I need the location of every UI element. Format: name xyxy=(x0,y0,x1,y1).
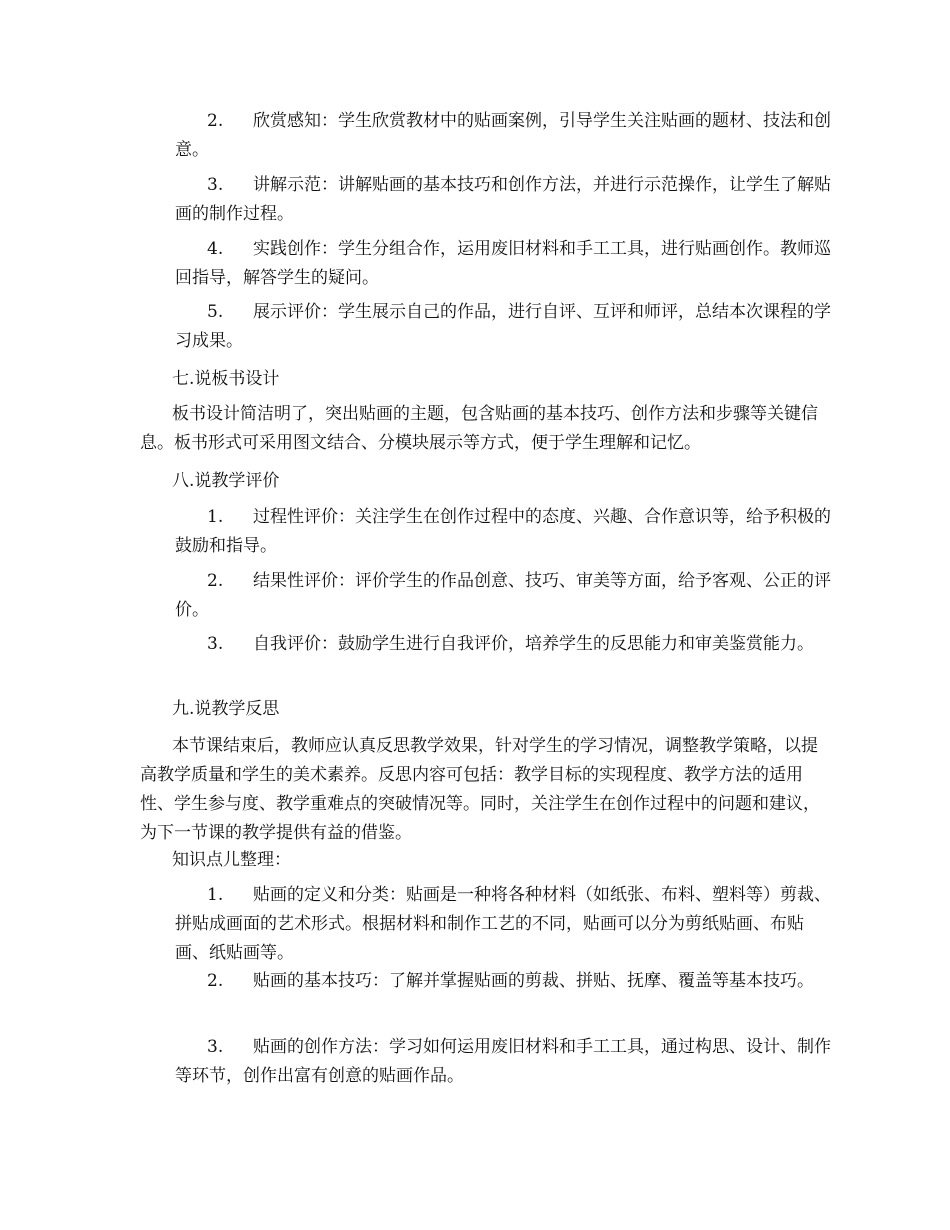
list-item: 1. 贴画的定义和分类：贴画是一种将各种材料（如纸张、布料、塑料等）剪裁、拼贴成画面的艺术形式。根据材料和制作工艺的不同，贴画可以分为剪纸贴画、布贴画、纸贴画等。 xyxy=(175,885,831,963)
section-heading-knowledge-points: 知识点儿整理： xyxy=(172,850,291,870)
paragraph-teaching-reflection: 本节课结束后，教师应认真反思教学效果，针对学生的学习情况，调整教学策略，以提高教学质量和学生的美术素养。反思内容可包括：教学目标的实现程度、教学方法的适用性、学生参与度、教学重难点的突破情况等。同时，关注学生在创作过程中的问题和建议，为下一节课的教学提供有益的借鉴。 xyxy=(140,736,820,843)
section-heading-teaching-reflection: 九.说教学反思 xyxy=(172,699,280,719)
list-item: 3. 自我评价：鼓励学生进行自我评价，培养学生的反思能力和审美鉴赏能力。 xyxy=(207,634,814,654)
list-item: 2. 结果性评价：评价学生的作品创意、技巧、审美等方面，给予客观、公正的评价。 xyxy=(175,571,831,620)
list-item: 3. 讲解示范：讲解贴画的基本技巧和创作方法，并进行示范操作，让学生了解贴画的制作过程。 xyxy=(175,175,831,224)
section-heading-blackboard-design: 七.说板书设计 xyxy=(172,369,280,389)
list-item: 2. 贴画的基本技巧：了解并掌握贴画的剪裁、拼贴、抚摩、覆盖等基本技巧。 xyxy=(207,971,814,991)
list-item: 5. 展示评价：学生展示自己的作品，进行自评、互评和师评，总结本次课程的学习成果。 xyxy=(175,302,831,351)
list-item: 3. 贴画的创作方法：学习如何运用废旧材料和手工工具，通过构思、设计、制作等环节，创作出富有创意的贴画作品。 xyxy=(175,1037,831,1086)
list-item: 2. 欣赏感知：学生欣赏教材中的贴画案例，引导学生关注贴画的题材、技法和创意。 xyxy=(175,111,831,160)
section-heading-teaching-evaluation: 八.说教学评价 xyxy=(172,471,280,491)
paragraph-blackboard-design: 板书设计简洁明了，突出贴画的主题，包含贴画的基本技巧、创作方法和步骤等关键信息。板书形式可采用图文结合、分模块展示等方式，便于学生理解和记忆。 xyxy=(140,404,818,453)
list-item: 4. 实践创作：学生分组合作，运用废旧材料和手工工具，进行贴画创作。教师巡回指导，解答学生的疑问。 xyxy=(175,239,831,288)
list-item: 1. 过程性评价：关注学生在创作过程中的态度、兴趣、合作意识等，给予积极的鼓励和指导。 xyxy=(175,507,831,556)
